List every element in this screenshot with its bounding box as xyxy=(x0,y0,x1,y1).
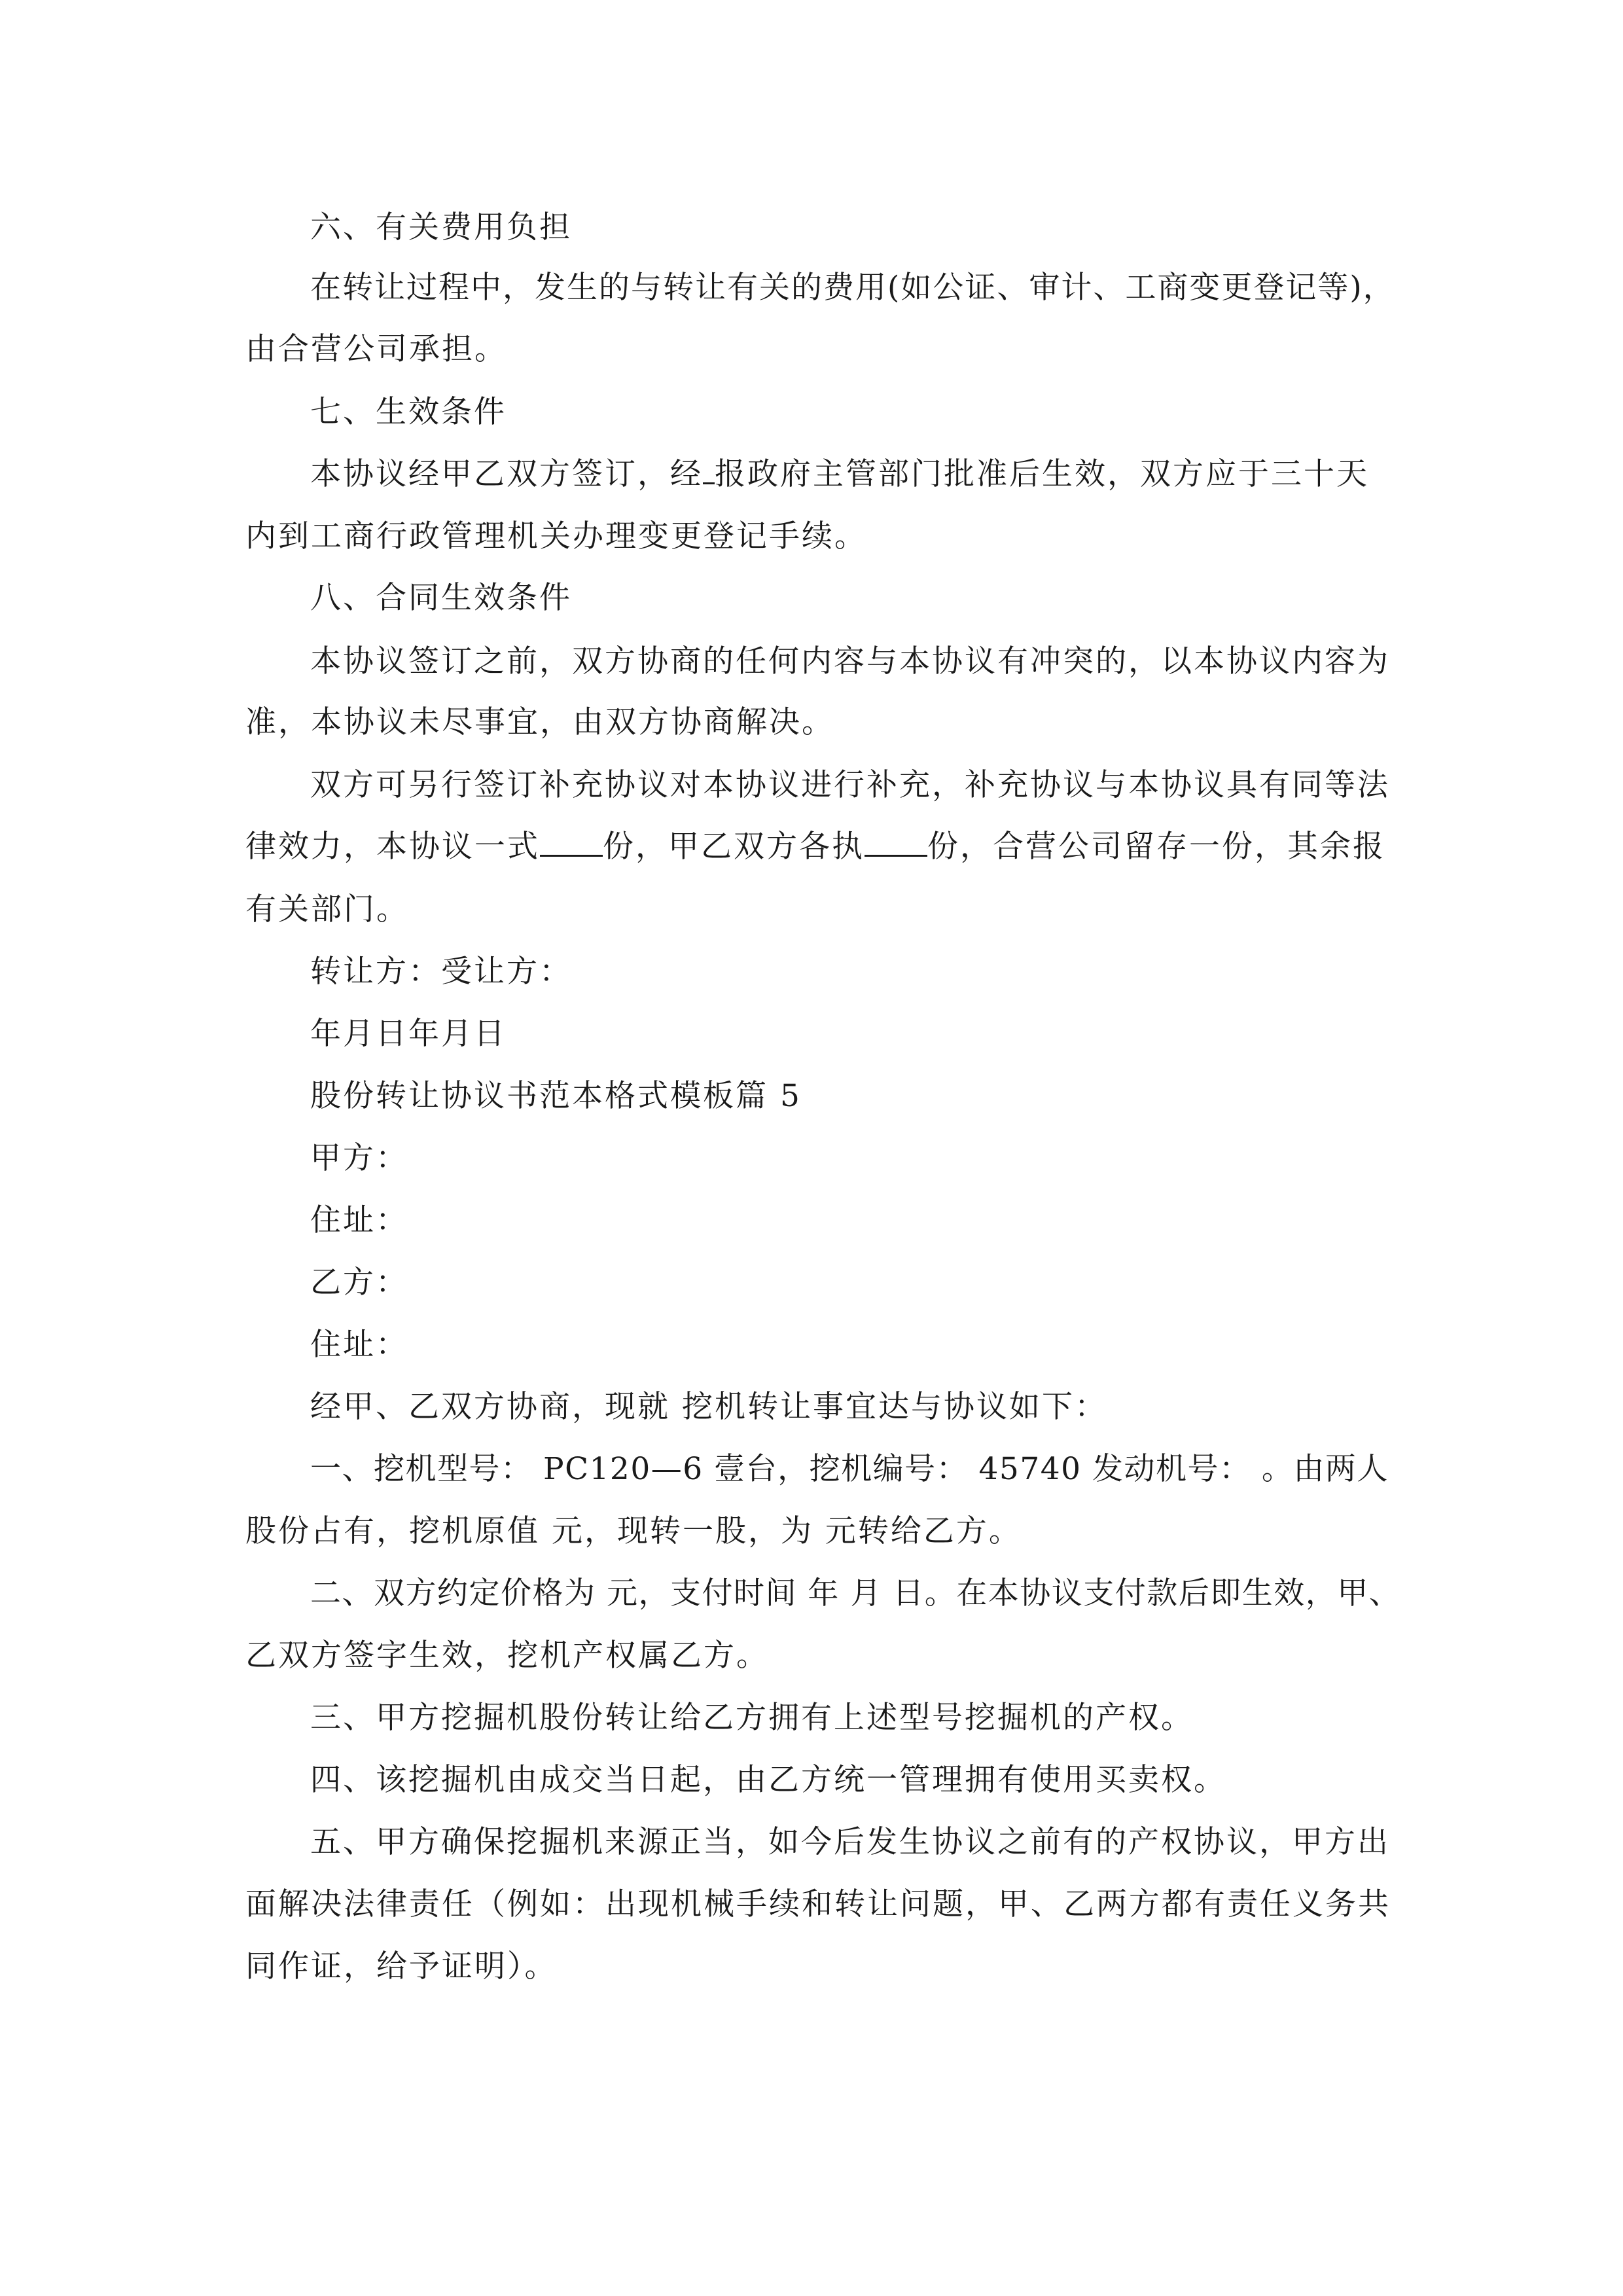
section-heading-contract-effective: 八、合同生效条件 xyxy=(310,580,572,616)
text-segment: 报政府主管部门批准后生效，双方应于三十天 xyxy=(715,456,1369,492)
section-heading-fees: 六、有关费用负担 xyxy=(310,209,572,245)
paragraph-agreement-intro: 经甲、乙双方协商，现就 挖机转让事宜达与协议如下： xyxy=(310,1389,1107,1425)
fill-blank xyxy=(540,829,603,857)
clause-5-line-3: 同作证，给予证明）。 xyxy=(245,1948,558,1984)
paragraph-fees-line-1: 在转让过程中，发生的与转让有关的费用(如公证、审计、工商变更登记等)， xyxy=(310,270,1395,306)
text-segment: 律效力，本协议一式 xyxy=(245,829,540,865)
clause-3: 三、甲方挖掘机股份转让给乙方拥有上述型号挖掘机的产权。 xyxy=(310,1700,1194,1736)
fill-blank xyxy=(865,829,927,857)
fill-blank xyxy=(703,456,715,484)
paragraph-effective-line-1 xyxy=(310,455,1369,494)
text-segment: 份，甲乙双方各执 xyxy=(603,829,865,865)
clause-2-line-2: 乙双方签字生效，挖机产权属乙方。 xyxy=(245,1638,769,1674)
clause-4: 四、该挖掘机由成交当日起，由乙方统一管理拥有使用买卖权。 xyxy=(310,1762,1226,1798)
clause-2-line-1: 二、双方约定价格为 元，支付时间 年 月 日。在本协议支付款后即生效，甲、 xyxy=(310,1575,1401,1611)
party-a-address-label: 住址： xyxy=(310,1202,408,1238)
text-segment: 份，合营公司留存一份，其余报 xyxy=(927,829,1385,865)
section-heading-effective-conditions: 七、生效条件 xyxy=(310,394,507,430)
party-b-label: 乙方： xyxy=(310,1265,408,1300)
paragraph-prior-agreements-line-1: 本协议签订之前，双方协商的任何内容与本协议有冲突的，以本协议内容为 xyxy=(310,643,1390,679)
clause-1-line-2: 股份占有，挖机原值 元，现转一股，为 元转给乙方。 xyxy=(245,1513,1022,1549)
party-b-address-label: 住址： xyxy=(310,1327,408,1363)
clause-1-line-1: 一、挖机型号： PC120—6 壹台，挖机编号： 45740 发动机号： 。由两人 xyxy=(310,1451,1389,1487)
signature-parties: 转让方：受让方： xyxy=(310,954,572,990)
clause-5-line-2: 面解决法律责任（例如：出现机械手续和转让问题，甲、乙两方都有责任义务共 xyxy=(245,1886,1391,1922)
document-subtitle: 股份转让协议书范本格式模板篇 5 xyxy=(310,1078,802,1114)
signature-dates: 年月日年月日 xyxy=(310,1016,507,1052)
text-segment: 本协议经甲乙双方签订，经 xyxy=(310,456,703,492)
paragraph-prior-agreements-line-2: 准，本协议未尽事宜，由双方协商解决。 xyxy=(245,704,834,740)
paragraph-fees-line-2: 由合营公司承担。 xyxy=(245,331,507,367)
party-a-label: 甲方： xyxy=(310,1140,408,1176)
paragraph-effective-line-2: 内到工商行政管理机关办理变更登记手续。 xyxy=(245,518,867,554)
paragraph-supplement-line-2 xyxy=(245,827,1385,867)
clause-5-line-1: 五、甲方确保挖掘机来源正当，如今后发生协议之前有的产权协议，甲方出 xyxy=(310,1824,1390,1860)
paragraph-supplement-line-3: 有关部门。 xyxy=(245,891,409,927)
paragraph-supplement-line-1: 双方可另行签订补充协议对本协议进行补充，补充协议与本协议具有同等法 xyxy=(310,767,1390,803)
